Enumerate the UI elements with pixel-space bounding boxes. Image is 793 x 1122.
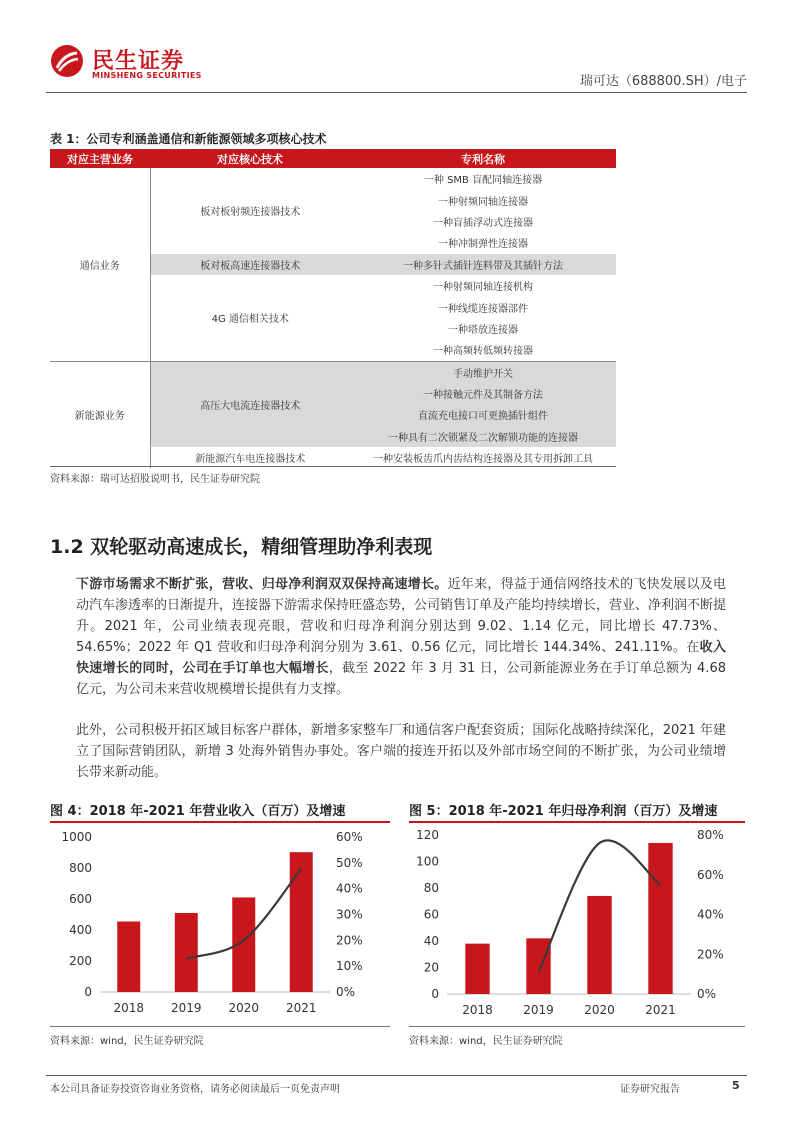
table-header-tech: 对应核心技术 — [150, 149, 350, 168]
patent-cell: 一种高频转低频转接器 — [433, 346, 533, 358]
tech-cell: 4G 通信相关技术 — [211, 314, 289, 326]
x-axis-tick-label: 2020 — [228, 1001, 260, 1015]
business-cell: 新能源业务 — [50, 361, 150, 468]
footer-disclaimer: 本公司具备证券投资咨询业务资格，请务必阅读最后一页免责声明 — [50, 1084, 340, 1095]
left-axis-tick-label: 40 — [423, 934, 439, 948]
left-axis-tick-label: 1000 — [61, 830, 92, 844]
right-axis-tick-label: 20% — [697, 947, 724, 962]
paragraph-2: 此外，公司积极开拓区域目标客户群体，新增多家整车厂和通信客户配套资质；国际化战略持续深化，2021 年建立了国际营销团队，新增 3 处海外销售办事处。客户端的接连开拓以及外部市场空间的不断扩张，为公司业绩增长带来新动能。 — [76, 723, 726, 780]
fig5-source: 资料来源：wind，民生证券研究院 — [409, 1036, 563, 1047]
footer-divider — [46, 1075, 747, 1076]
x-axis-tick-label: 2019 — [523, 1003, 554, 1017]
header-divider — [46, 92, 747, 93]
fig5-title: 图 5：2018 年-2021 年归母净利润（百万）及增速 — [409, 804, 718, 819]
bar — [465, 944, 489, 994]
patent-cell: 一种冲制弹性连接器 — [438, 239, 528, 251]
table-bottom-line — [50, 466, 616, 467]
patent-table — [50, 149, 616, 468]
brand-name-cn: 民生证券 — [92, 49, 185, 74]
left-axis-tick-label: 80 — [423, 881, 439, 895]
table-header-patent: 专利名称 — [350, 149, 616, 168]
bar — [587, 896, 611, 994]
right-axis-tick-label: 0% — [336, 985, 356, 999]
paragraph-1-lead: 下游市场需求不断扩张，营收、归母净利润双双保持高速增长。 — [76, 577, 448, 592]
business-cell: 通信业务 — [50, 168, 150, 361]
patent-cell: 一种多针式插针连料带及其插针方法 — [350, 254, 616, 275]
x-axis-tick-label: 2021 — [645, 1003, 676, 1017]
left-axis-tick-label: 200 — [69, 954, 92, 968]
right-axis-tick-label: 40% — [336, 881, 363, 896]
patent-cell: 一种线缆连接器部件 — [438, 303, 528, 315]
right-axis-tick-label: 20% — [336, 933, 363, 948]
fig4-chart — [50, 822, 395, 1024]
bar — [648, 843, 672, 994]
paragraph-1-highlight: 收入快速增长的同时，公司在手订单也大幅增长 — [76, 640, 726, 676]
section-title: 1.2 双轮驱动高速成长，精细管理助净利表现 — [50, 536, 433, 558]
patent-cell: 一种接触元件及其制备方法 — [350, 383, 616, 404]
bar — [290, 852, 313, 992]
table-source: 资料来源：瑞可达招股说明书，民生证券研究院 — [50, 474, 260, 485]
bar — [175, 913, 198, 992]
fig4-source-line — [50, 1026, 390, 1027]
paragraph-1-tail: ，截至 2022 年 3 月 31 日，公司新能源业务在手订单总额为 4.68 亿元，为公司未来营收规模增长提供有力支撑。 — [76, 661, 726, 697]
patent-cell: 一种 SMB 盲配同轴连接器 — [423, 175, 543, 187]
right-axis-tick-label: 60% — [697, 867, 724, 882]
x-axis-tick-label: 2021 — [285, 1001, 317, 1015]
fig4-source: 资料来源：wind，民生证券研究院 — [50, 1036, 204, 1047]
patent-cell: 一种具有二次锁紧及二次解锁功能的连接器 — [350, 426, 616, 447]
fig5-source-line — [409, 1026, 745, 1027]
patent-cell: 手动维护开关 — [350, 361, 616, 383]
brand-name-en: MINSHENG SECURITIES — [92, 71, 202, 80]
tech-cell: 高压大电流连接器技术 — [150, 361, 350, 447]
x-axis-tick-label: 2019 — [170, 1001, 202, 1015]
paragraph-1-body: 近年来，得益于通信网络技术的飞快发展以及电动汽车渗透率的日渐提升，连接器下游需求保持旺盛态势，公司销售订单及产能均持续增长，营业、净利润不断提升。2021 年，公司业绩表现亮眼，营收和归母净利润分别达到 9.02、1.14 亿元，同比增长 47.73%、54.65%；2022 年 Q1 营收和归母净利润分别为 3.61、0.56 亿元，同比增长 144.34%、241.11%。在 — [76, 577, 727, 655]
right-axis-tick-label: 80% — [697, 828, 724, 842]
left-axis-tick-label: 600 — [69, 892, 92, 906]
left-axis-tick-label: 120 — [416, 828, 439, 842]
left-axis-tick-label: 20 — [423, 960, 439, 975]
right-axis-tick-label: 60% — [336, 830, 363, 844]
page-number: 5 — [732, 1079, 740, 1092]
left-axis-tick-label: 0 — [431, 987, 439, 1001]
patent-cell: 一种射频同轴连接机构 — [433, 282, 533, 294]
tech-cell: 新能源汽车电连接器技术 — [195, 454, 306, 466]
bar — [117, 921, 140, 992]
right-axis-tick-label: 40% — [697, 907, 724, 922]
left-axis-tick-label: 60 — [423, 907, 439, 922]
table-title: 表 1：公司专利涵盖通信和新能源领域多项核心技术 — [50, 132, 327, 146]
table-row — [50, 168, 616, 189]
right-axis-tick-label: 0% — [697, 987, 717, 1001]
patent-cell: 一种盲插浮动式连接器 — [433, 217, 533, 229]
left-axis-tick-label: 100 — [416, 854, 439, 869]
left-axis-tick-label: 0 — [84, 985, 92, 999]
tech-cell: 板对板射频连接器技术 — [200, 207, 301, 219]
patent-cell: 一种射频同轴连接器 — [438, 196, 528, 208]
bar — [526, 938, 550, 994]
patent-cell: 一种安装板齿爪内齿结构连接器及其专用拆卸工具 — [373, 454, 593, 466]
table-row — [50, 361, 616, 383]
paragraph-1 — [76, 574, 726, 700]
left-axis-tick-label: 400 — [69, 923, 92, 937]
tech-cell: 板对板高速连接器技术 — [150, 254, 350, 275]
fig5-chart — [409, 822, 749, 1024]
left-axis-tick-label: 800 — [69, 861, 92, 875]
x-axis-tick-label: 2018 — [462, 1003, 493, 1017]
footer-report-type: 证券研究报告 — [620, 1084, 680, 1095]
table-header-business: 对应主营业务 — [50, 149, 150, 168]
right-axis-tick-label: 50% — [336, 855, 363, 870]
right-axis-tick-label: 10% — [336, 959, 363, 974]
x-axis-tick-label: 2020 — [584, 1003, 615, 1017]
x-axis-tick-label: 2018 — [113, 1001, 145, 1015]
right-axis-tick-label: 30% — [336, 907, 363, 922]
stock-label: 瑞可达（688800.SH）/电子 — [579, 74, 747, 89]
patent-cell: 一种塔放连接器 — [448, 324, 518, 336]
patent-cell: 直流充电接口可更换插针组件 — [350, 404, 616, 425]
brand-logo-icon — [50, 44, 84, 78]
fig4-title: 图 4：2018 年-2021 年营业收入（百万）及增速 — [50, 804, 346, 819]
